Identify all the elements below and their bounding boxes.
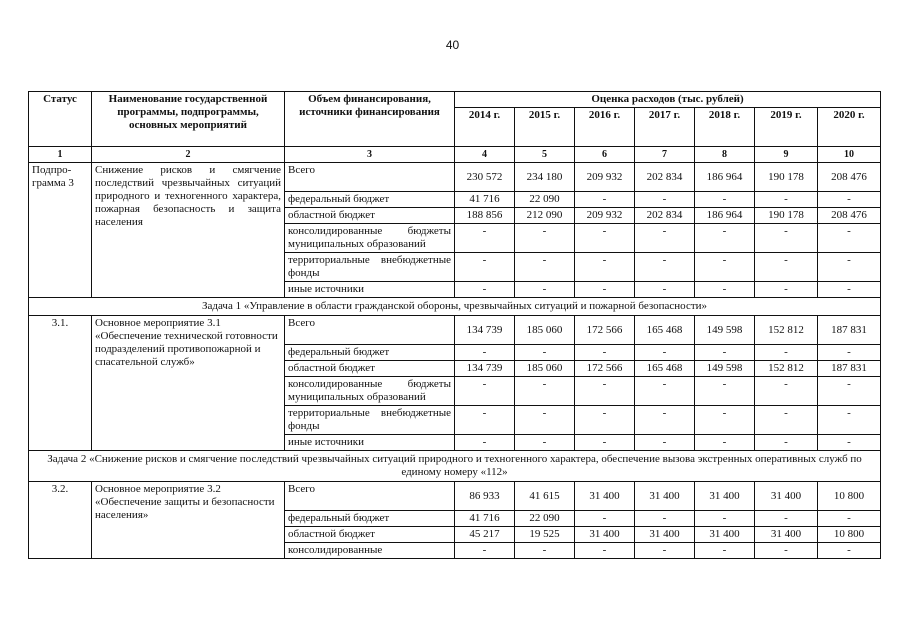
column-number: 7 bbox=[635, 147, 695, 163]
page-number: 40 bbox=[445, 38, 460, 52]
table-row bbox=[29, 163, 881, 192]
value-cell: 172 566 bbox=[575, 361, 635, 377]
value-cell: 31 400 bbox=[695, 482, 755, 511]
value-cell: - bbox=[515, 282, 575, 298]
value-cell: - bbox=[755, 377, 818, 406]
value-cell: - bbox=[515, 224, 575, 253]
value-cell: 152 812 bbox=[755, 361, 818, 377]
value-cell: - bbox=[755, 253, 818, 282]
value-cell: 212 090 bbox=[515, 208, 575, 224]
funding-source-cell: Всего bbox=[285, 163, 455, 192]
funding-source-cell: территориальные внебюджетные фонды bbox=[285, 253, 455, 282]
value-cell: 31 400 bbox=[575, 482, 635, 511]
value-cell: 187 831 bbox=[818, 361, 881, 377]
funding-source-cell: федеральный бюджет bbox=[285, 192, 455, 208]
value-cell: - bbox=[695, 406, 755, 435]
value-cell: 186 964 bbox=[695, 163, 755, 192]
funding-source-cell: консолидированные бюджеты муниципальных образований bbox=[285, 377, 455, 406]
value-cell: - bbox=[575, 253, 635, 282]
column-number: 6 bbox=[575, 147, 635, 163]
funding-source-cell: консолидированные bbox=[285, 543, 455, 559]
value-cell: - bbox=[635, 406, 695, 435]
value-cell: 86 933 bbox=[455, 482, 515, 511]
value-cell: - bbox=[455, 543, 515, 559]
column-number: 8 bbox=[695, 147, 755, 163]
value-cell: 149 598 bbox=[695, 361, 755, 377]
value-cell: 41 716 bbox=[455, 511, 515, 527]
column-number: 3 bbox=[285, 147, 455, 163]
value-cell: - bbox=[575, 511, 635, 527]
value-cell: - bbox=[695, 345, 755, 361]
value-cell: - bbox=[755, 406, 818, 435]
value-cell: - bbox=[818, 435, 881, 451]
column-number: 2 bbox=[92, 147, 285, 163]
funding-source-cell: областной бюджет bbox=[285, 527, 455, 543]
value-cell: - bbox=[455, 406, 515, 435]
value-cell: 208 476 bbox=[818, 208, 881, 224]
value-cell: - bbox=[818, 377, 881, 406]
value-cell: - bbox=[515, 543, 575, 559]
funding-source-cell: областной бюджет bbox=[285, 208, 455, 224]
column-number: 10 bbox=[818, 147, 881, 163]
value-cell: - bbox=[755, 511, 818, 527]
value-cell: - bbox=[575, 406, 635, 435]
task-title: Задача 1 «Управление в области гражданской обороны, чрезвычайных ситуаций и пожарной безопасности» bbox=[29, 298, 881, 316]
column-number: 5 bbox=[515, 147, 575, 163]
value-cell: - bbox=[575, 345, 635, 361]
value-cell: - bbox=[695, 253, 755, 282]
value-cell: - bbox=[575, 282, 635, 298]
value-cell: 134 739 bbox=[455, 316, 515, 345]
table-header bbox=[29, 92, 881, 163]
value-cell: - bbox=[635, 511, 695, 527]
header-year: 2018 г. bbox=[695, 108, 755, 147]
value-cell: - bbox=[818, 224, 881, 253]
funding-source-cell: Всего bbox=[285, 316, 455, 345]
value-cell: 190 178 bbox=[755, 208, 818, 224]
value-cell: - bbox=[635, 282, 695, 298]
value-cell: 165 468 bbox=[635, 316, 695, 345]
header-estimate: Оценка расходов (тыс. рублей) bbox=[455, 92, 881, 108]
value-cell: 22 090 bbox=[515, 192, 575, 208]
value-cell: 31 400 bbox=[755, 482, 818, 511]
funding-source-cell: территориальные внебюджетные фонды bbox=[285, 406, 455, 435]
value-cell: 209 932 bbox=[575, 163, 635, 192]
value-cell: - bbox=[515, 406, 575, 435]
value-cell: 45 217 bbox=[455, 527, 515, 543]
program-name-cell: Основное мероприятие 3.2 «Обеспечение защиты и безопасности населения» bbox=[92, 482, 285, 559]
program-name-cell: Основное мероприятие 3.1 «Обеспечение технической готовности подразделений противопожарной и спасательной служб» bbox=[92, 316, 285, 451]
value-cell: - bbox=[575, 377, 635, 406]
header-year: 2019 г. bbox=[755, 108, 818, 147]
value-cell: - bbox=[695, 511, 755, 527]
header-year: 2015 г. bbox=[515, 108, 575, 147]
value-cell: - bbox=[695, 192, 755, 208]
value-cell: - bbox=[635, 435, 695, 451]
funding-source-cell: федеральный бюджет bbox=[285, 511, 455, 527]
column-number: 4 bbox=[455, 147, 515, 163]
task-row bbox=[29, 451, 881, 482]
value-cell: 202 834 bbox=[635, 208, 695, 224]
value-cell: - bbox=[455, 377, 515, 406]
value-cell: 134 739 bbox=[455, 361, 515, 377]
value-cell: - bbox=[575, 543, 635, 559]
value-cell: - bbox=[635, 192, 695, 208]
table-row bbox=[29, 316, 881, 345]
header-year: 2017 г. bbox=[635, 108, 695, 147]
value-cell: - bbox=[635, 543, 695, 559]
value-cell: 152 812 bbox=[755, 316, 818, 345]
status-cell: 3.1. bbox=[29, 316, 92, 451]
column-number-row bbox=[29, 147, 881, 163]
value-cell: - bbox=[818, 543, 881, 559]
value-cell: 186 964 bbox=[695, 208, 755, 224]
value-cell: - bbox=[818, 192, 881, 208]
header-status: Статус bbox=[29, 92, 92, 147]
funding-source-cell: консолидированные бюджеты муниципальных образований bbox=[285, 224, 455, 253]
value-cell: 22 090 bbox=[515, 511, 575, 527]
value-cell: - bbox=[695, 435, 755, 451]
value-cell: 208 476 bbox=[818, 163, 881, 192]
value-cell: - bbox=[455, 224, 515, 253]
value-cell: 31 400 bbox=[755, 527, 818, 543]
value-cell: 202 834 bbox=[635, 163, 695, 192]
funding-source-cell: Всего bbox=[285, 482, 455, 511]
value-cell: - bbox=[755, 224, 818, 253]
value-cell: - bbox=[818, 253, 881, 282]
value-cell: 31 400 bbox=[695, 527, 755, 543]
value-cell: - bbox=[755, 543, 818, 559]
value-cell: 149 598 bbox=[695, 316, 755, 345]
value-cell: 230 572 bbox=[455, 163, 515, 192]
funding-source-cell: областной бюджет bbox=[285, 361, 455, 377]
value-cell: - bbox=[695, 224, 755, 253]
status-cell: 3.2. bbox=[29, 482, 92, 559]
value-cell: - bbox=[695, 543, 755, 559]
value-cell: 185 060 bbox=[515, 316, 575, 345]
status-cell: Подпро- грамма 3 bbox=[29, 163, 92, 298]
value-cell: - bbox=[635, 377, 695, 406]
value-cell: - bbox=[515, 253, 575, 282]
value-cell: 234 180 bbox=[515, 163, 575, 192]
value-cell: 185 060 bbox=[515, 361, 575, 377]
value-cell: - bbox=[635, 253, 695, 282]
task-title: Задача 2 «Снижение рисков и смягчение последствий чрезвычайных ситуаций природного и техногенного характера, обеспечение вызова экстренных оперативных служб по единому номеру «112» bbox=[29, 451, 881, 482]
value-cell: - bbox=[575, 435, 635, 451]
funding-source-cell: иные источники bbox=[285, 282, 455, 298]
value-cell: - bbox=[818, 406, 881, 435]
table-row bbox=[29, 482, 881, 511]
header-year: 2014 г. bbox=[455, 108, 515, 147]
value-cell: 190 178 bbox=[755, 163, 818, 192]
value-cell: - bbox=[755, 345, 818, 361]
header-year: 2020 г. bbox=[818, 108, 881, 147]
value-cell: - bbox=[755, 282, 818, 298]
value-cell: - bbox=[755, 192, 818, 208]
funding-source-cell: иные источники bbox=[285, 435, 455, 451]
value-cell: - bbox=[635, 224, 695, 253]
value-cell: - bbox=[635, 345, 695, 361]
header-name: Наименование государственной программы, подпрограммы, основных мероприятий bbox=[92, 92, 285, 147]
value-cell: - bbox=[818, 511, 881, 527]
value-cell: 31 400 bbox=[635, 482, 695, 511]
value-cell: - bbox=[455, 253, 515, 282]
value-cell: 10 800 bbox=[818, 482, 881, 511]
value-cell: 31 400 bbox=[575, 527, 635, 543]
table-body bbox=[29, 163, 881, 559]
task-row bbox=[29, 298, 881, 316]
value-cell: - bbox=[818, 282, 881, 298]
value-cell: 165 468 bbox=[635, 361, 695, 377]
column-number: 1 bbox=[29, 147, 92, 163]
value-cell: 19 525 bbox=[515, 527, 575, 543]
value-cell: - bbox=[695, 377, 755, 406]
value-cell: - bbox=[515, 435, 575, 451]
value-cell: - bbox=[455, 345, 515, 361]
header-source: Объем финансирования, источники финансирования bbox=[285, 92, 455, 147]
header-year: 2016 г. bbox=[575, 108, 635, 147]
value-cell: - bbox=[455, 282, 515, 298]
funding-source-cell: федеральный бюджет bbox=[285, 345, 455, 361]
value-cell: 172 566 bbox=[575, 316, 635, 345]
budget-table bbox=[28, 91, 881, 559]
value-cell: - bbox=[575, 224, 635, 253]
value-cell: 31 400 bbox=[635, 527, 695, 543]
value-cell: - bbox=[755, 435, 818, 451]
value-cell: 209 932 bbox=[575, 208, 635, 224]
value-cell: 187 831 bbox=[818, 316, 881, 345]
value-cell: - bbox=[818, 345, 881, 361]
value-cell: - bbox=[515, 377, 575, 406]
value-cell: 41 615 bbox=[515, 482, 575, 511]
value-cell: 188 856 bbox=[455, 208, 515, 224]
value-cell: - bbox=[515, 345, 575, 361]
column-number: 9 bbox=[755, 147, 818, 163]
value-cell: 10 800 bbox=[818, 527, 881, 543]
value-cell: - bbox=[455, 435, 515, 451]
value-cell: - bbox=[575, 192, 635, 208]
program-name-cell: Снижение рисков и смягчение последствий чрезвычайных ситуаций природного и техногенного характера, пожарная безопасность и защита населения bbox=[92, 163, 285, 298]
value-cell: - bbox=[695, 282, 755, 298]
value-cell: 41 716 bbox=[455, 192, 515, 208]
